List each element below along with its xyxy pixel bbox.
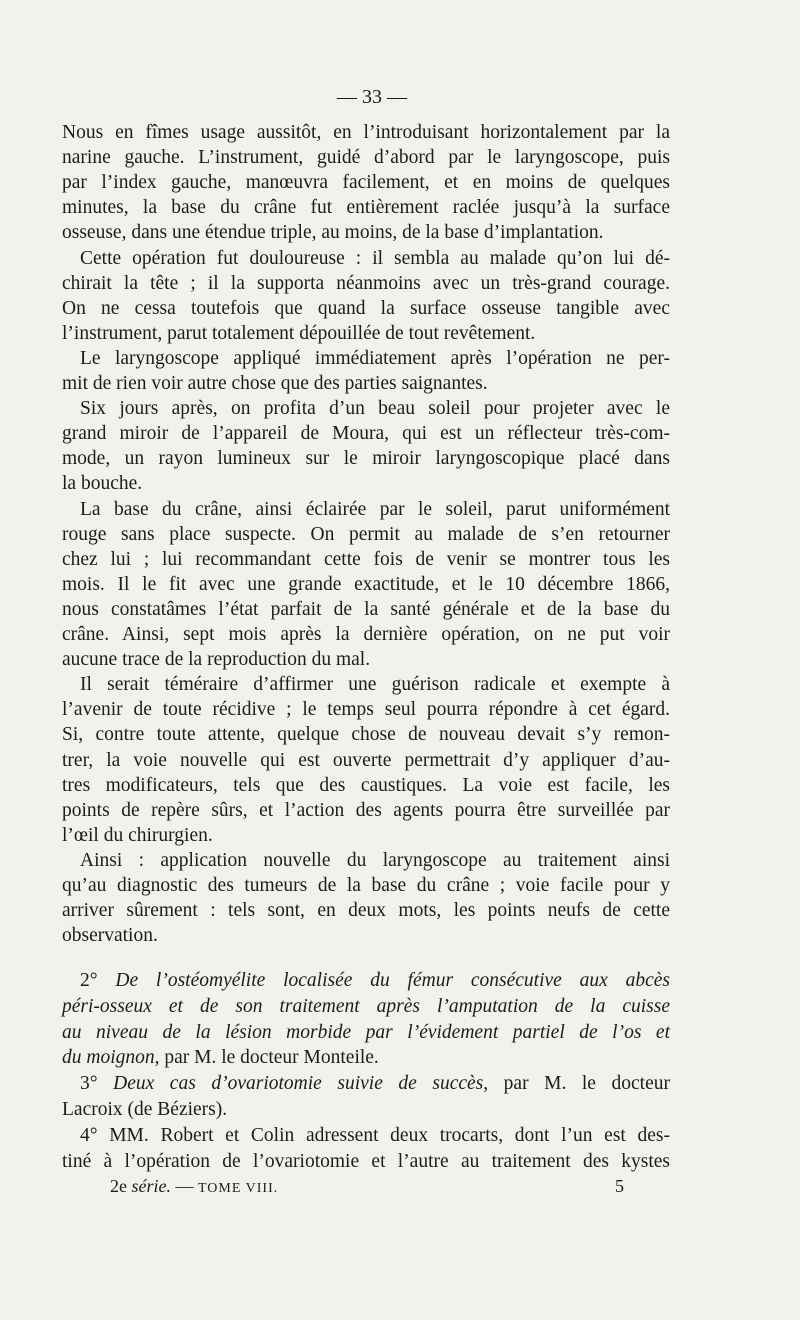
signature-number: 5 (615, 1176, 624, 1196)
italic-title: au niveau de la lésion morbide par l’évidement partiel de l’os et (62, 1021, 670, 1043)
text-segment: 4° MM. Robert et Colin adressent deux trocarts, dont l’un est des- (80, 1124, 670, 1146)
text-line: grand miroir de l’appareil de Moura, qui est un réflecteur très-com- (62, 423, 670, 445)
italic-title: De l’ostéomyélite localisée du fémur consécutive aux abcès (115, 970, 670, 991)
text-line: Le laryngoscope appliqué immédiatement après l’opération ne per- (80, 347, 670, 369)
text-line: mit de rien voir autre chose que des parties saignantes. (62, 373, 488, 394)
text-line (62, 1149, 670, 1174)
text-line: la bouche. (62, 473, 143, 495)
text-line: qu’au diagnostic des tumeurs de la base du crâne ; voie facile pour y (62, 875, 670, 896)
italic-title: Deux cas d’ovariotomie suivie de succès, (113, 1073, 489, 1095)
text-segment: par M. le docteur (488, 1073, 670, 1095)
tome-label: TOME VIII. (198, 1181, 279, 1196)
text-line (62, 1123, 670, 1148)
italic-title: du moignon, (62, 1047, 160, 1069)
text-line: Si, contre toute attente, quelque chose de nouveau devait s’y remon- (62, 724, 670, 746)
text-line: Cette opération fut douloureuse : il sembla au malade qu’on lui dé- (80, 247, 670, 269)
text-line: rouge sans place suspecte. On permit au malade de s’en retourner (62, 523, 670, 545)
text-line: narine gauche. L’instrument, guidé d’abord par le laryngoscope, puis (62, 147, 670, 169)
text-line (62, 1097, 670, 1122)
series-number: 2e (110, 1176, 127, 1196)
italic-title: péri-osseux et de son traitement après l’amputation de la cuisse (62, 995, 670, 1017)
text-line: mois. Il le fit avec une grande exactitude, et le 10 décembre 1866, (62, 573, 670, 595)
text-line: Six jours après, on profita d’un beau soleil pour projeter avec le (80, 398, 670, 420)
text-line: arriver sûrement : tels sont, en deux mots, les points neufs de cette (62, 900, 670, 922)
text-line: crâne. Ainsi, sept mois après la dernière opération, on ne put voir (62, 624, 670, 645)
text-line: Il serait téméraire d’affirmer une guérison radicale et exempte à (80, 674, 670, 696)
text-segment: par M. le docteur Monteile. (159, 1047, 379, 1069)
text-line: minutes, la base du crâne fut entièrement raclée jusqu’à la surface (62, 197, 670, 219)
separator: — (175, 1176, 194, 1196)
text-line: aucune trace de la reproduction du mal. (62, 649, 371, 671)
text-line: La base du crâne, ainsi éclairée par le soleil, parut uniformément (80, 498, 670, 520)
text-line: tres modificateurs, tels que des caustiques. La voie est facile, les (62, 774, 670, 796)
text-line: osseuse, dans une étendue triple, au moins, de la base d’implantation. (62, 222, 604, 244)
text-line (62, 968, 670, 993)
text-segment: 2° (80, 970, 116, 991)
text-line: points de repère sûrs, et l’action des agents pourra être surveillée par (62, 799, 670, 821)
page-number: — 33 — (337, 86, 407, 108)
signature-mark (110, 1176, 278, 1197)
text-line: chez lui ; lui recommandant cette fois de venir se montrer tous les (62, 548, 670, 570)
text-line (62, 994, 670, 1019)
text-line: l’avenir de toute récidive ; le temps seul pourra répondre à cet égard. (62, 699, 670, 721)
text-line: Ainsi : application nouvelle du laryngoscope au traitement ainsi (80, 849, 670, 871)
text-line: nous constatâmes l’état parfait de la santé générale et de la base du (62, 598, 670, 620)
text-line (62, 1020, 670, 1045)
text-line: l’instrument, parut totalement dépouillée de tout revêtement. (62, 322, 536, 344)
text-line (62, 1071, 670, 1096)
text-segment: 3° (80, 1073, 114, 1095)
text-line (62, 1045, 670, 1070)
text-line: par l’index gauche, manœuvra facilement, et en moins de quelques (62, 172, 670, 194)
text-line: On ne cessa toutefois que quand la surface osseuse tangible avec (62, 297, 670, 319)
text-line: Nous en fîmes usage aussitôt, en l’introduisant horizontalement par la (62, 122, 670, 143)
text-line: mode, un rayon lumineux sur le miroir laryngoscopique placé dans (62, 448, 670, 470)
text-line: l’œil du chirurgien. (62, 824, 213, 846)
text-line: observation. (62, 925, 158, 947)
text-line: trer, la voie nouvelle qui est ouverte permettrait d’y appliquer d’au- (62, 749, 670, 771)
series-label: série. (131, 1176, 171, 1196)
text-segment: Lacroix (de Béziers). (62, 1099, 228, 1120)
text-line: chirait la tête ; il la supporta néanmoins avec un très-grand courage. (62, 272, 670, 294)
text-segment: tiné à l’opération de l’ovariotomie et l’autre au traitement des kystes (62, 1150, 670, 1172)
